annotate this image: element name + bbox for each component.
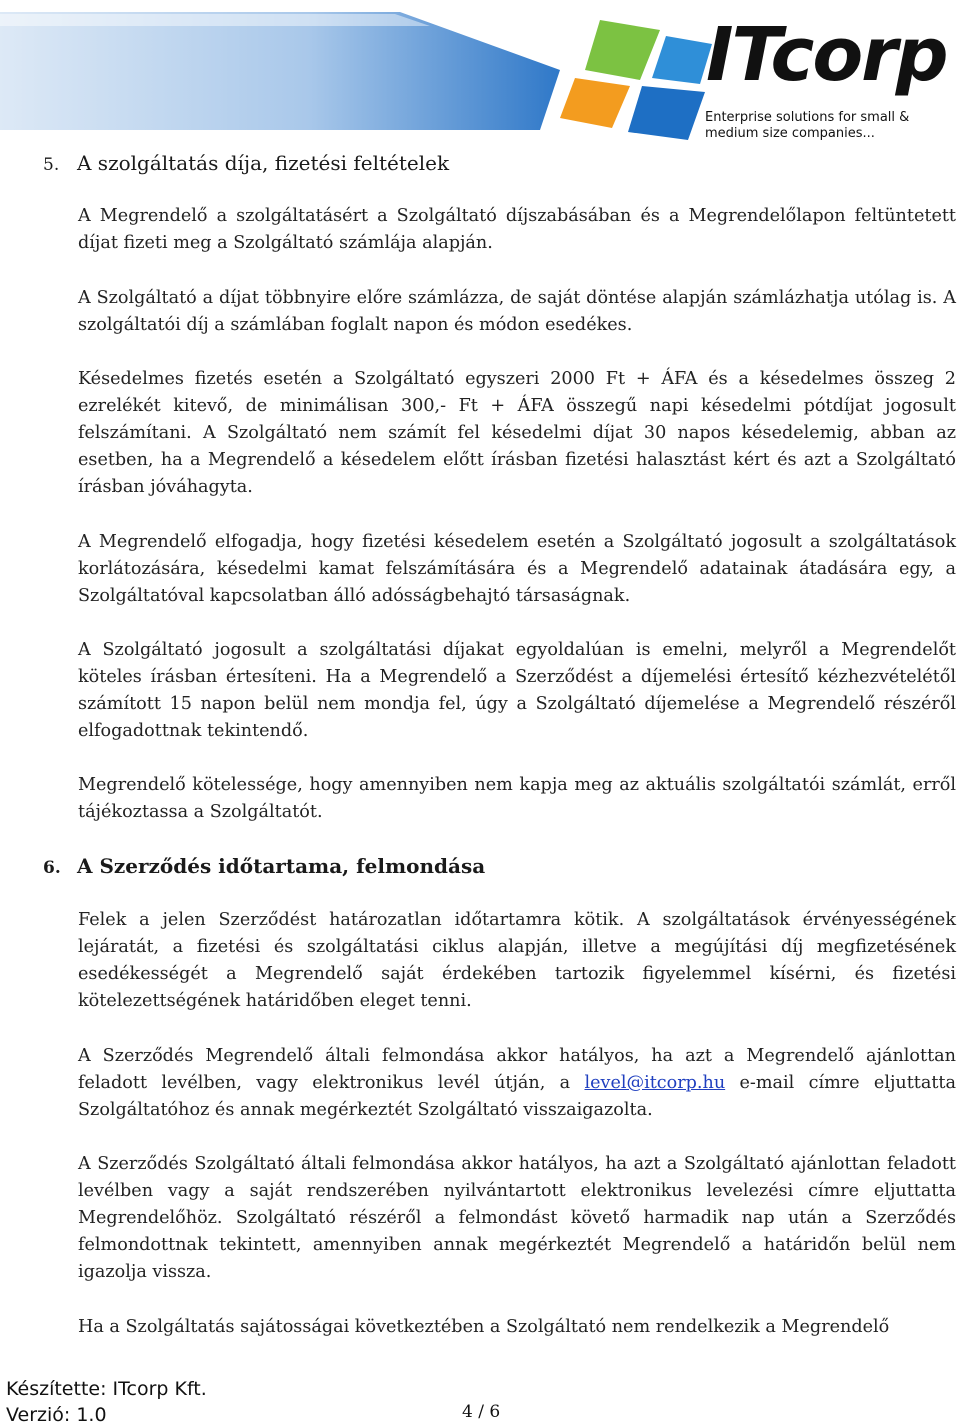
section-5-paragraph-3: Késedelmes fizetés esetén a Szolgáltató egyszeri 2000 Ft + ÁFA és a késedelmes összeg 2 ezrelékét kitevő, de minimálisan 300,- Ft + ÁFA összegű napi késedelmi pótdíjat jogosult felszámítani. A Szolgáltató nem számít fel késedelmi díjat 30 napos késedelemig, abban az esetben, ha a Megrendelő a késedelem előtt írásban fizetési halasztást kért és azt a Szolgáltató írásban jóváhagyta. <box>78 369 956 497</box>
section-6-paragraph-2 <box>78 1043 956 1124</box>
page-number: 4 / 6 <box>462 1402 501 1422</box>
header-swoosh <box>0 12 560 130</box>
section-5-paragraph-2: A Szolgáltató a díjat többnyire előre számlázza, de saját döntése alapján számlázhatja utólag is. A szolgáltatói díj a számlában foglalt napon és módon esedékes. <box>78 288 956 335</box>
section-6-paragraph-4: Ha a Szolgáltatás sajátosságai következtében a Szolgáltató nem rendelkezik a Megrendelő <box>78 1317 890 1337</box>
section-5-heading <box>43 150 449 178</box>
footer-info <box>6 1376 207 1428</box>
footer-author: Készítette: ITcorp Kft. <box>6 1378 207 1400</box>
logo-tagline-line2: medium size companies... <box>705 126 875 141</box>
logo-mark-icon <box>560 20 712 140</box>
paragraph-text: A Szerződés Megrendelő általi felmondása akkor hatályos, ha azt a Megrendelő ajánlottan feladott levélben, vagy elektronikus levél útján, a <box>78 1046 956 1093</box>
logo-tagline <box>705 110 945 142</box>
section-6-paragraph-3: A Szerződés Szolgáltató általi felmondása akkor hatályos, ha azt a Szolgáltató ajánlottan feladott levélben vagy a saját rendszerében nyilvántartott elektronikus levelezési címre eljuttatta Megrendelőhöz. Szolgáltató részéről a felmondást követő harmadik nap után a Szerződés felmondottnak tekintett, amennyiben annak megérkeztét Megrendelő a határidőn belül nem igazolja vissza. <box>78 1154 956 1282</box>
email-link[interactable]: level@itcorp.hu <box>584 1073 726 1093</box>
logo-tagline-line1: Enterprise solutions for small & <box>705 110 910 125</box>
company-logo: ITcorp <box>706 12 947 98</box>
paragraph-text: e-mail címre eljuttatta Szolgáltatóhoz és annak megérkeztét Szolgáltató visszaigazolta. <box>78 1073 956 1120</box>
section-6-heading <box>43 853 485 881</box>
section-5-paragraph-5: A Szolgáltató jogosult a szolgáltatási díjakat egyoldalúan is emelni, melyről a Megrendelőt köteles írásban értesíteni. Ha a Megrendelő a Szerződést a díjemelési értesítő kézhezvételétől számított 15 napon belül nem mondja fel, úgy a Szolgáltató díjemelése a Megrendelő részéről elfogadottnak tekintendő. <box>78 640 956 741</box>
section-5-paragraph-4: A Megrendelő elfogadja, hogy fizetési késedelem esetén a Szolgáltató jogosult a szolgáltatások korlátozására, késedelmi kamat felszámítására és a Megrendelő adatainak átadására egy, a Szolgáltatóval kapcsolatban álló adósságbehajtó társaságnak. <box>78 532 956 606</box>
section-5-number: 5. <box>43 155 60 175</box>
section-6-title: A Szerződés időtartama, felmondása <box>77 854 486 878</box>
section-5-title: A szolgáltatás díja, fizetési feltételek <box>77 151 450 175</box>
section-5-paragraph-6: Megrendelő kötelessége, hogy amennyiben nem kapja meg az aktuális szolgáltatói számlát, erről tájékoztassa a Szolgáltatót. <box>78 775 956 822</box>
section-5-paragraph-1: A Megrendelő a szolgáltatásért a Szolgáltató díjszabásában és a Megrendelőlapon feltüntetett díjat fizeti meg a Szolgáltató számlája alapján. <box>78 206 956 253</box>
footer-version: Verzió: 1.0 <box>6 1404 107 1426</box>
section-6-paragraph-1: Felek a jelen Szerződést határozatlan időtartamra kötik. A szolgáltatások érvényességének lejáratát, a fizetési és szolgáltatási ciklus alapján, illetve a megújítási díj megfizetésének esedékességét a Megrendelő saját érdekében tartozik figyelemmel kísérni, és fizetési kötelezettségének határidőben eleget tenni. <box>78 910 956 1011</box>
section-6-number: 6. <box>43 858 61 878</box>
